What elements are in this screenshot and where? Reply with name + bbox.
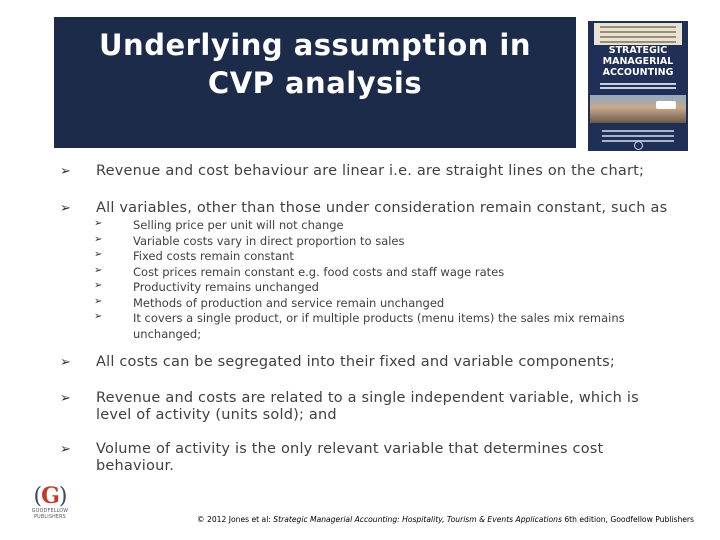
bullet-text: All costs can be segregated into their fixed and variable components; [96,354,616,370]
sub-bullet-text: Methods of production and service remain unchanged [133,295,445,310]
sub-bullet-text: Fixed costs remain constant [133,249,294,263]
bullet-text: All variables, other than those under consideration remain constant, such as [96,200,668,216]
sub-bullet-text: Selling price per unit will not change [133,218,344,232]
publisher-logo-subname: PUBLISHERS [34,514,66,520]
copyright-footer [197,515,694,524]
arrow-bullet-icon: ➢ [94,280,103,291]
book-cover-subtitle [596,81,680,91]
arrow-bullet-icon: ➢ [94,264,103,276]
slide-title [54,26,576,102]
arrow-bullet-icon: ➢ [60,164,71,179]
arrow-bullet-icon: ➢ [60,391,71,406]
arrow-bullet-icon: ➢ [94,295,103,307]
sub-bullet-text: Productivity remains unchanged [133,280,319,294]
slide-title-line-1: Underlying assumption in [99,28,531,62]
publisher-logo-name: GOODFELLOW [31,509,69,514]
arrow-bullet-icon: ➢ [60,201,71,216]
sub-bullet-text: Variable costs vary in direct proportion to sales [133,233,405,248]
book-cover-photo [590,95,686,123]
bullet-text: Revenue and costs are related to a single independent variable, which is level of activity (units sold); and [96,390,639,423]
footer-book-title: Strategic Managerial Accounting: Hospitality, Tourism & Events Applications [273,515,562,524]
book-cover-title [588,45,688,78]
bullet-text: Revenue and cost behaviour are linear i.e. are straight lines on the chart; [96,163,645,179]
footer-prefix: © 2012 Jones et al: [197,515,274,524]
slide-title-line-2: CVP analysis [207,66,423,100]
publisher-logo [30,484,70,520]
book-cover-image [588,21,688,151]
book-cover-publisher-logo [634,141,643,150]
arrow-bullet-icon: ➢ [60,355,71,370]
publisher-logo-mark: (G) [33,483,67,509]
book-cover-top-band [594,23,682,45]
sub-bullet-text: It covers a single product, or if multiple products (menu items) the sales mix remains unchanged; [133,311,625,341]
arrow-bullet-icon: ➢ [60,442,71,457]
bullet-text: Volume of activity is the only relevant variable that determines cost behaviour. [96,441,604,474]
arrow-bullet-icon: ➢ [94,218,103,229]
arrow-bullet-icon: ➢ [94,311,103,322]
book-cover-title-line: ACCOUNTING [602,67,674,78]
arrow-bullet-icon: ➢ [94,233,103,245]
footer-suffix: 6th edition, Goodfellow Publishers [561,515,695,524]
book-cover-title-line: STRATEGIC [608,45,668,56]
book-cover-title-line: MANAGERIAL [602,56,674,67]
sub-bullet-text: Cost prices remain constant e.g. food costs and staff wage rates [133,264,505,279]
arrow-bullet-icon: ➢ [94,249,103,260]
